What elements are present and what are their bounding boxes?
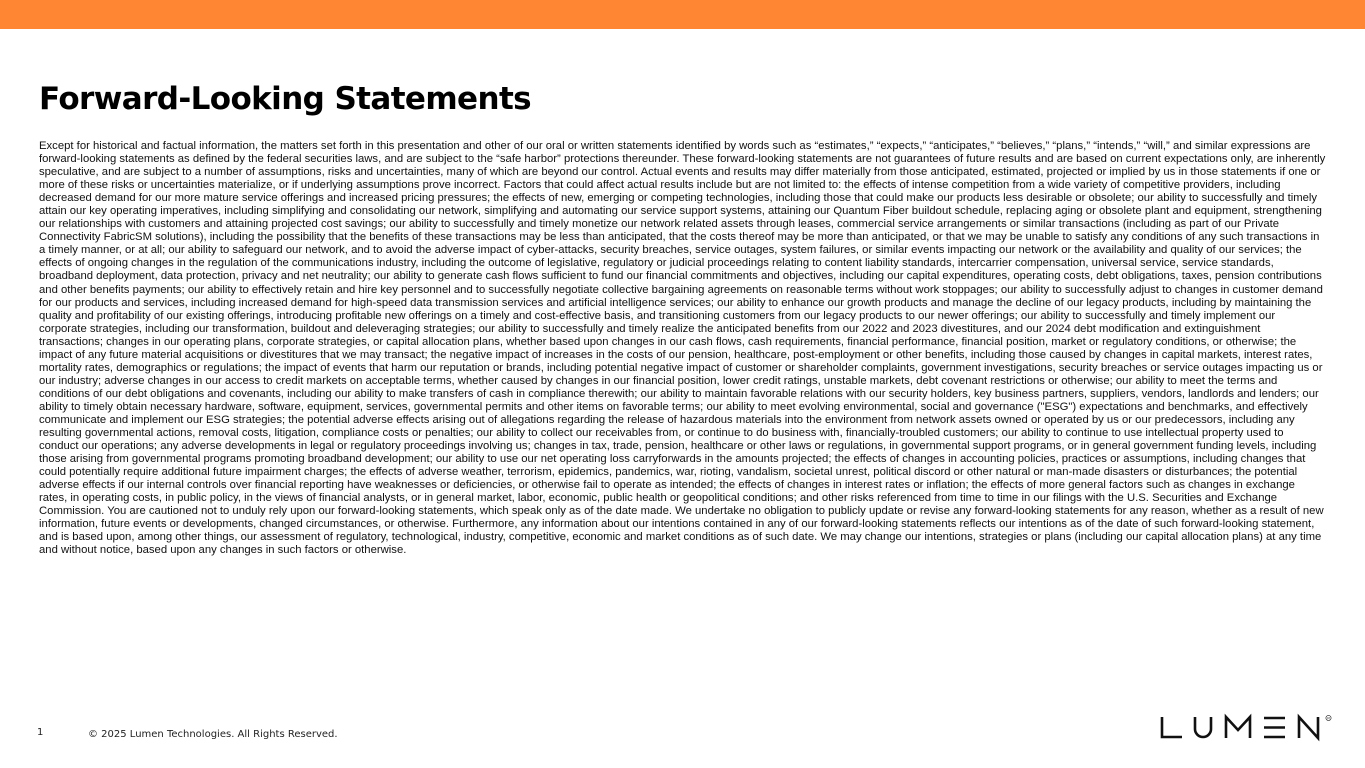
accent-top-bar xyxy=(0,0,1365,29)
page-title: Forward-Looking Statements xyxy=(39,81,532,117)
lumen-logo-icon xyxy=(1158,713,1334,743)
forward-looking-statement-text: Except for historical and factual information, the matters set forth in this presentation and other of our oral or written statements identified by words such as “estimates,” “expects,” “anticipates,” “believes,” “plans,” “intends,” “will,” and similar expressions are forward-looking statements as defined by the federal securities laws, and are subject to the “safe harbor” protections thereunder. These forward-looking statements are not guarantees of future results and are based on current expectations only, are inherently speculative, and are subject to a number of assumptions, risks and uncertainties, many of which are beyond our control. Actual events and results may differ materially from those anticipated, estimated, projected or implied by us in those statements if one or more of these risks or uncertainties materialize, or if underlying assumptions prove incorrect. Factors that could affect actual results include but are not limited to: the effects of intense competition from a wide variety of competitive providers, including decreased demand for our more mature service offerings and increased pricing pressures; the effects of new, emerging or competing technologies, including those that could make our products less desirable or obsolete; our ability to successfully and timely attain our key operating imperatives, including simplifying and consolidating our network, simplifying and automating our service support systems, attaining our Quantum Fiber buildout schedule, replacing aging or obsolete plant and equipment, strengthening our relationships with customers and attaining projected cost savings; our ability to successfully and timely monetize our network related assets through leases, commercial service arrangements or similar transactions (including as part of our Private Connectivity FabricSM solutions), including the possibility that the benefits of these transactions may be less than anticipated, that the costs thereof may be more than anticipated, or that we may be unable to satisfy any conditions of any such transactions in a timely manner, or at all; our ability to safeguard our network, and to avoid the adverse impact of cyber-attacks, security breaches, service outages, system failures, or similar events impacting our network or the availability and quality of our services; the effects of ongoing changes in the regulation of the communications industry, including the outcome of legislative, regulatory or judicial proceedings relating to content liability standards, intercarrier compensation, universal service, service standards, broadband deployment, data protection, privacy and net neutrality; our ability to generate cash flows sufficient to fund our financial commitments and objectives, including our capital expenditures, operating costs, debt obligations, taxes, pension contributions and other benefits payments; our ability to effectively retain and hire key personnel and to successfully negotiate collective bargaining agreements on reasonable terms without work stoppages; our ability to successfully adjust to changes in customer demand for our products and services, including increased demand for high-speed data transmission services and artificial intelligence services; our ability to enhance our growth products and manage the decline of our legacy products, including by maintaining the quality and profitability of our existing offerings, introducing profitable new offerings on a timely and cost-effective basis, and transitioning customers from our legacy products to our newer offerings; our ability to successfully and timely implement our corporate strategies, including our transformation, buildout and deleveraging strategies; our ability to successfully and timely realize the anticipated benefits from our 2022 and 2023 divestitures, and our 2024 debt modification and extinguishment transactions; changes in our operating plans, corporate strategies, or capital allocation plans, whether based upon changes in our cash flows, cash requirements, financial performance, financial position, market or regulatory conditions, or otherwise; the impact of any future material acquisitions or divestitures that we may transact; the negative impact of increases in the costs of our pension, healthcare, post-employment or other benefits, including those caused by changes in capital markets, interest rates, mortality rates, demographics or regulations; the impact of events that harm our reputation or brands, including potential negative impact of customer or shareholder complaints, government investigations, security breaches or service outages impacting us or our industry; adverse changes in our access to credit markets on acceptable terms, whether caused by changes in our financial position, lower credit ratings, unstable markets, debt covenant restrictions or otherwise; our ability to meet the terms and conditions of our debt obligations and covenants, including our ability to make transfers of cash in compliance therewith; our ability to maintain favorable relations with our security holders, key business partners, suppliers, vendors, landlords and lenders; our ability to timely obtain necessary hardware, software, equipment, services, governmental permits and other items on favorable terms; our ability to meet evolving environmental, social and governance ("ESG") expectations and benchmarks, and effectively communicate and implement our ESG strategies; the potential adverse effects arising out of allegations regarding the release of hazardous materials into the environment from network assets owned or operated by us or our predecessors, including any resulting governmental actions, removal costs, litigation, compliance costs or penalties; our ability to collect our receivables from, or continue to do business with, financially-troubled customers; our ability to continue to use intellectual property used to conduct our operations; any adverse developments in legal or regulatory proceedings involving us; changes in tax, trade, pension, healthcare or other laws or regulations, in governmental support programs, or in general government funding levels, including those arising from governmental programs promoting broadband development; our ability to use our net operating loss carryforwards in the amounts projected; the effects of changes in accounting policies, practices or assumptions, including changes that could potentially require additional future impairment charges; the effects of adverse weather, terrorism, epidemics, pandemics, war, rioting, vandalism, societal unrest, political discord or other natural or man-made disasters or disturbances; the potential adverse effects if our internal controls over financial reporting have weaknesses or deficiencies, or otherwise fail to operate as intended; the effects of changes in interest rates or inflation; the effects of more general factors such as changes in exchange rates, in operating costs, in public policy, in the views of financial analysts, or in general market, labor, economic, public health or geopolitical conditions; and other risks referenced from time to time in our filings with the U.S. Securities and Exchange Commission. You are cautioned not to unduly rely upon our forward-looking statements, which speak only as of the date made. We undertake no obligation to publicly update or revise any forward-looking statements for any reason, whether as a result of new information, future events or developments, changed circumstances, or otherwise. Furthermore, any information about our intentions contained in any of our forward-looking statements reflects our intentions as of the date of such forward-looking statement, and is based upon, among other things, our assessment of regulatory, technological, industry, competitive, economic and market conditions as of such date. We may change our intentions, strategies or plans (including our capital allocation plans) at any time and without notice, based upon any changes in such factors or otherwise. xyxy=(39,140,1326,557)
page-number: 1 xyxy=(37,727,44,738)
copyright-notice: © 2025 Lumen Technologies. All Rights Reserved. xyxy=(88,729,338,740)
svg-text:R: R xyxy=(1327,716,1330,721)
